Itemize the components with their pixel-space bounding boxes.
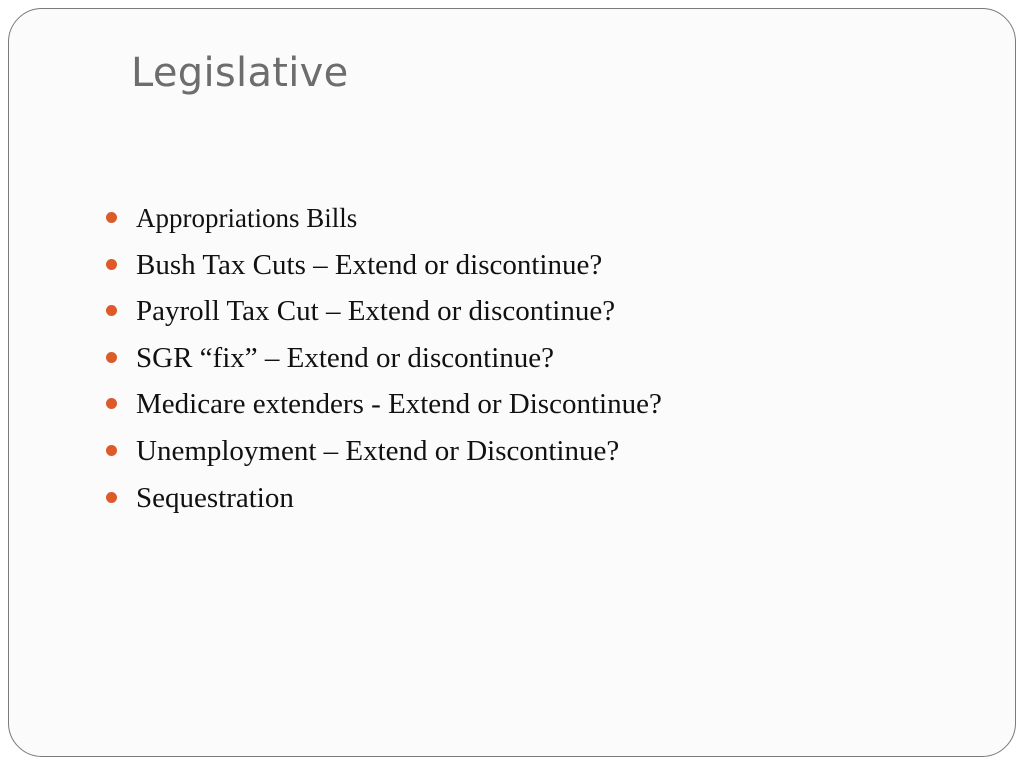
bullet-item-payroll-tax-cut	[106, 291, 662, 338]
bullet-item-unemployment	[106, 431, 662, 478]
bullet-item-bush-tax-cuts	[106, 245, 662, 292]
bullet-list	[106, 198, 662, 524]
bullet-text: Payroll Tax Cut – Extend or discontinue?	[136, 295, 616, 328]
bullet-text: Unemployment – Extend or Discontinue?	[136, 434, 620, 467]
bullet-dot-icon	[106, 212, 117, 223]
bullet-dot-icon	[106, 445, 117, 456]
slide	[8, 8, 1016, 757]
bullet-dot-icon	[106, 398, 117, 409]
slide-title: Legislative	[131, 50, 349, 96]
bullet-dot-icon	[106, 492, 117, 503]
bullet-item-medicare-extenders	[106, 384, 662, 431]
bullet-item-appropriations	[106, 198, 662, 245]
bullet-text: SGR “fix” – Extend or discontinue?	[136, 341, 554, 374]
bullet-text: Sequestration	[136, 481, 294, 514]
bullet-text: Bush Tax Cuts – Extend or discontinue?	[136, 248, 603, 281]
bullet-item-sequestration	[106, 478, 662, 525]
bullet-text: Medicare extenders - Extend or Discontinue?	[136, 388, 662, 421]
bullet-dot-icon	[106, 352, 117, 363]
bullet-text: Appropriations Bills	[136, 203, 358, 233]
bullet-item-sgr-fix	[106, 338, 662, 385]
bullet-dot-icon	[106, 259, 117, 270]
bullet-dot-icon	[106, 305, 117, 316]
